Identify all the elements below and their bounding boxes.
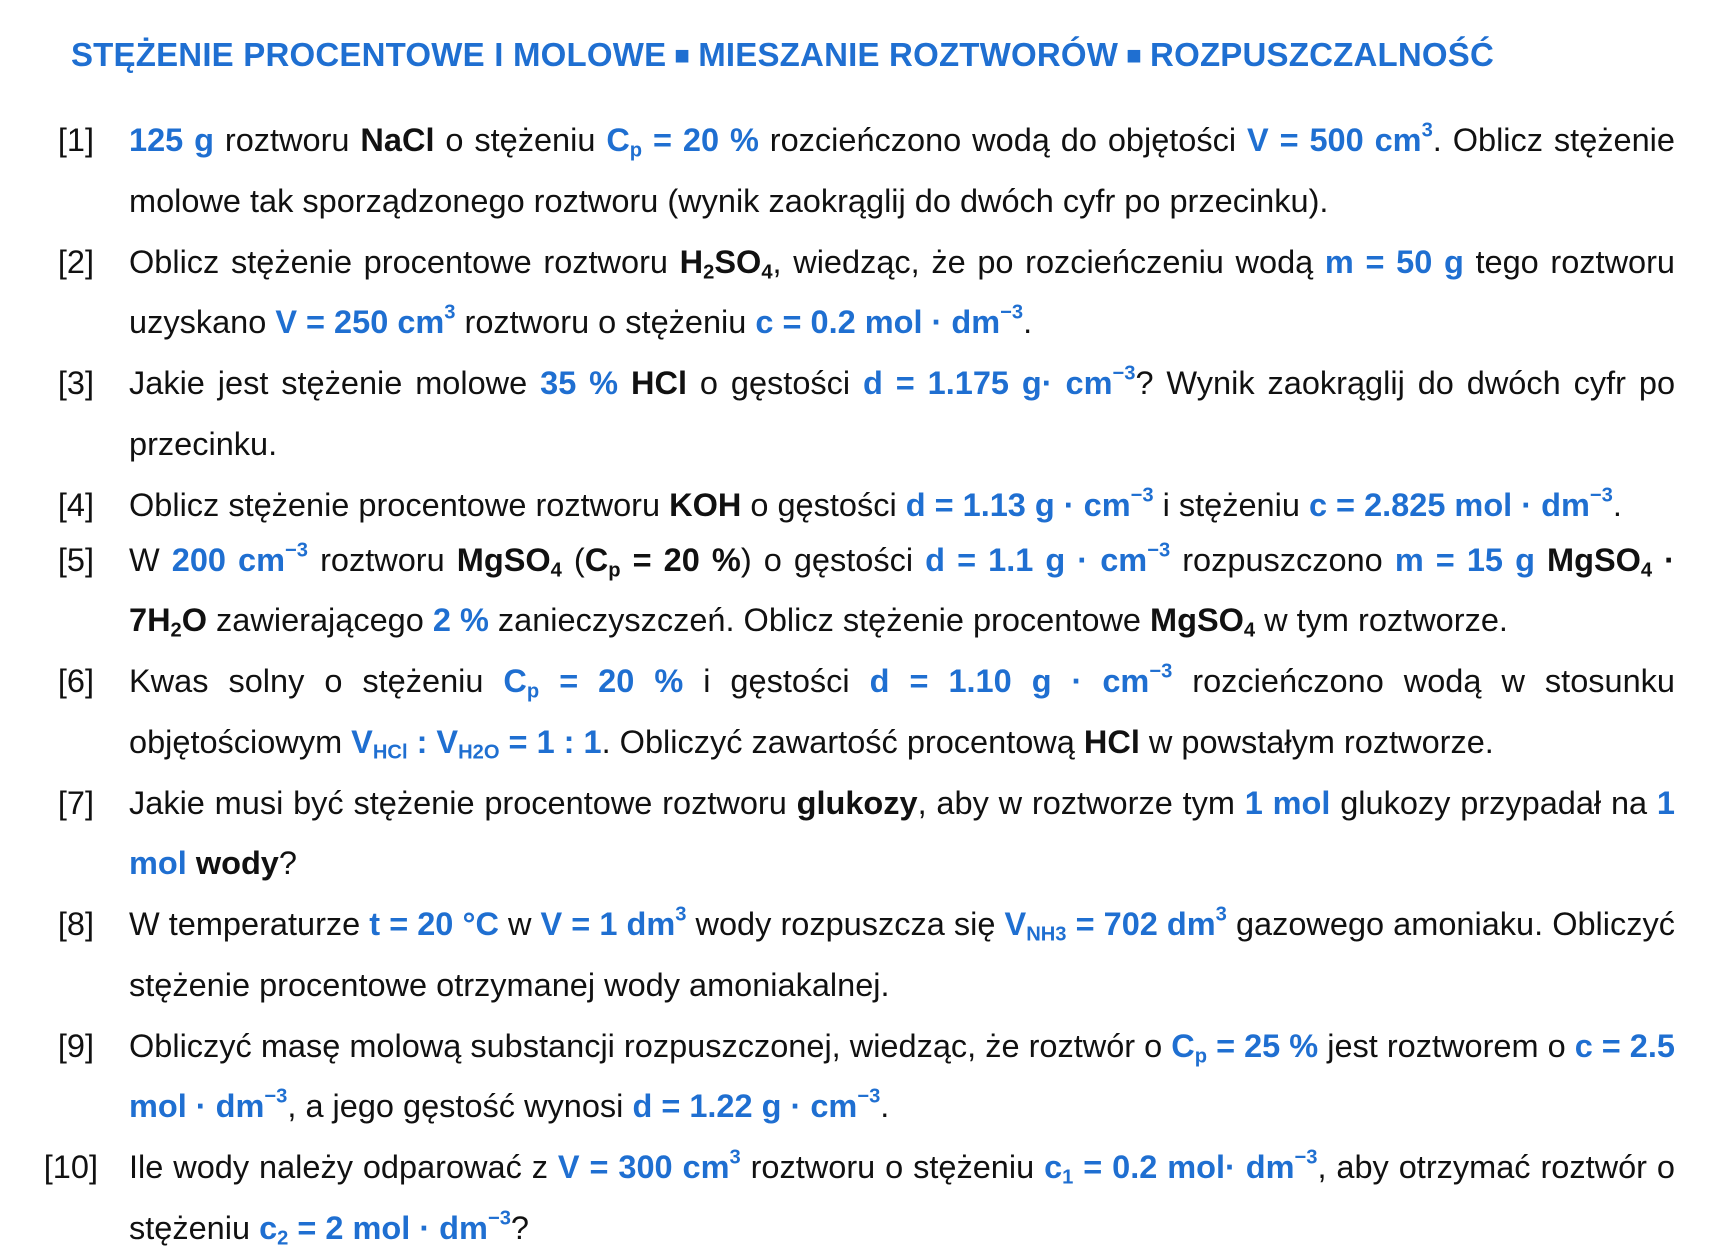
problem-number: [3] — [57, 365, 94, 401]
problem-text: Ile wody należy odparować z V = 300 $cm^3$ roztworu o stężeniu $c_1 = 0.2$ $mol\cdot dm^{-3}$, aby otrzymać roztwór o stężeniu $c_2 = 2$ mol · $dm^{-3}$? — [129, 1146, 1675, 1250]
problem-text: Oblicz stężenie procentowe roztworu KOH o gęstości d = 1.13 $g \cdot cm^{-3}$ i stężeniu c = 2.825 mol · $dm^{-3}$. — [129, 484, 1622, 523]
problem-text: W 200 $cm^{-3}$ roztworu MgSO$_4$ ($C_p = 20$ %) o gęstości d = 1.1 $g \cdot cm^{-3}$ rozpuszczono m = 15 g MgSO$_4$ · $7H_2O$ zawierającego 2 % zanieczyszczeń. Oblicz stężenie procentowe MgSO$_4$ w tym roztworze. — [129, 539, 1676, 642]
title-part-1: STĘŻENIE PROCENTOWE I MOLOWE — [70, 36, 667, 73]
problem-4 — [0, 475, 1715, 530]
problem-number: [5] — [57, 541, 94, 578]
problem-3 — [0, 353, 1715, 475]
problem-number: [6] — [57, 663, 94, 699]
title-separator: ■ — [1126, 40, 1143, 70]
problem-text: Jakie musi być stężenie procentowe roztworu glukozy, aby w roztworze tym 1 mol glukozy przypadał na 1 mol wody? — [129, 784, 1675, 882]
title-part-2: MIESZANIE ROZTWORÓW — [698, 36, 1119, 73]
problem-number: [1] — [57, 122, 94, 158]
problem-text: Kwas solny o stężeniu $C_p = 20$ % i gęstości d = 1.10 $g \cdot cm^{-3}$ rozcieńczono wodą w stosunku objętościowym $V_{HCl}$ : $V_{H2O} = 1$ : 1. Obliczyć zawartość procentową HCl w powstałym roztworze. — [129, 660, 1675, 764]
problem-number: [9] — [57, 1027, 94, 1064]
problem-text: W temperaturze t = 20 °C w V = 1 $dm^3$ wody rozpuszcza się $V_{NH3} = 702$ $dm^3$ gazowego amoniaku. Obliczyć stężenie procentowe otrzymanej wody amoniakalnej. — [129, 903, 1675, 1003]
problem-2 — [0, 232, 1715, 354]
problem-text: Oblicz stężenie procentowe roztworu $H_2SO_4$, wiedząc, że po rozcieńczeniu wodą m = 50 g tego roztworu uzyskano V = 250 $cm^3$ roztworu o stężeniu c = 0.2 mol · $dm^{-3}$. — [129, 243, 1676, 341]
problem-text: Jakie jest stężenie molowe 35 % HCl o gęstości d = 1.175 $g\cdot cm^{-3}$? Wynik zaokrąglij do dwóch cyfr po przecinku. — [129, 362, 1676, 462]
title-separator: ■ — [674, 40, 691, 70]
problem-number: [4] — [57, 486, 94, 523]
problem-5 — [0, 530, 1715, 652]
problem-number: [7] — [57, 784, 94, 821]
problem-number: [8] — [57, 906, 94, 942]
problem-number: [2] — [57, 243, 94, 280]
problem-text: 125 g roztworu NaCl o stężeniu $C_p = 20$ % rozcieńczono wodą do objętości V = 500 $cm^3$. Oblicz stężenie molowe tak sporządzonego roztworu (wynik zaokrąglij do dwóch cyfr po przecinku). — [129, 119, 1675, 219]
problem-10 — [0, 1137, 1715, 1259]
problem-8 — [0, 894, 1715, 1016]
problem-number: [10] — [43, 1149, 98, 1185]
problem-text: Obliczyć masę molową substancji rozpuszczonej, wiedząc, że roztwór o $C_p = 25$ % jest roztworem o c = 2.5 mol · $dm^{-3}$, a jego gęstość wynosi d = 1.22 $g \cdot cm^{-3}$. — [129, 1027, 1675, 1125]
problem-1 — [0, 110, 1715, 232]
title-part-3: ROZPUSZCZALNOŚĆ — [1150, 36, 1495, 73]
problem-9 — [0, 1016, 1715, 1138]
problem-list — [0, 110, 1715, 1259]
problem-6 — [0, 651, 1715, 773]
page-title — [0, 36, 1715, 74]
problem-7 — [0, 773, 1715, 895]
